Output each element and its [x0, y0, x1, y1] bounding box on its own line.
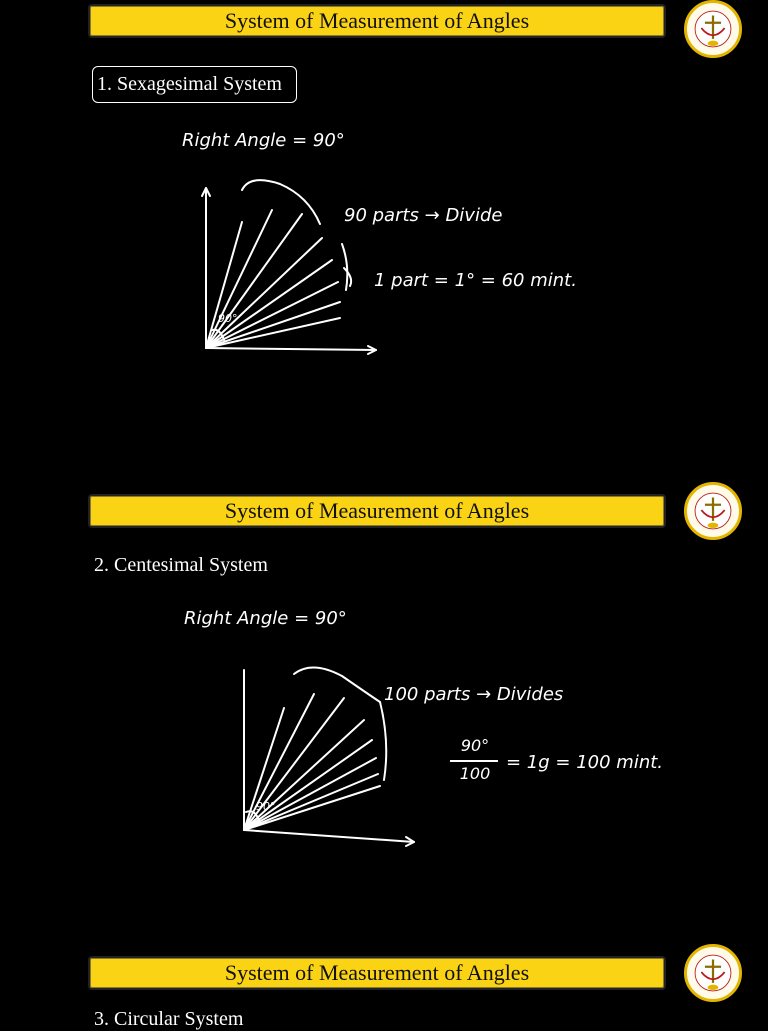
- banner-title: System of Measurement of Angles: [224, 960, 530, 985]
- handwritten-note: 90 parts → Divide: [344, 205, 503, 226]
- fraction-denominator: 100: [459, 764, 491, 783]
- section-heading-text: 3. Circular System: [94, 1008, 244, 1030]
- arc-brace: [242, 180, 320, 224]
- section-banner: [88, 494, 666, 528]
- handwritten-note: 100 parts → Divides: [384, 684, 564, 705]
- logo-emblem-icon: [687, 3, 739, 55]
- arc-brace: [380, 702, 386, 780]
- brand-logo: [684, 0, 742, 58]
- banner-title: System of Measurement of Angles: [224, 8, 530, 33]
- fraction-numerator: 90°: [460, 736, 490, 755]
- handwritten-note: = 1g = 100 mint.: [506, 752, 664, 773]
- ray: [206, 302, 340, 348]
- handwritten-note: Right Angle = 90°: [182, 130, 345, 151]
- logo-emblem-icon: [687, 947, 739, 999]
- ray: [206, 214, 302, 348]
- section-banner: [88, 956, 666, 990]
- angle-label: 90°: [218, 312, 238, 325]
- handwritten-note: 1 part = 1° = 60 mint.: [374, 270, 577, 291]
- section-heading-text: 2. Centesimal System: [94, 554, 268, 576]
- arc-brace: [294, 667, 380, 702]
- section-heading-text: 1. Sexagesimal System: [97, 73, 282, 95]
- ray: [206, 238, 322, 348]
- section-heading: [92, 66, 297, 103]
- arc-brace: [342, 244, 347, 290]
- banner-title: System of Measurement of Angles: [224, 498, 530, 523]
- brand-logo: [684, 944, 742, 1002]
- logo-emblem-icon: [687, 485, 739, 537]
- brand-logo: [684, 482, 742, 540]
- section-heading: [94, 1008, 243, 1031]
- handwritten-note: Right Angle = 90°: [184, 608, 347, 629]
- section-banner: [88, 4, 666, 38]
- section-heading: [94, 554, 268, 577]
- x-axis-line: [244, 830, 414, 842]
- ray: [244, 694, 314, 830]
- angle-diagram: [190, 170, 390, 360]
- fraction-bar: [450, 760, 498, 762]
- x-axis-line: [206, 348, 376, 350]
- angle-label: 90°: [256, 800, 276, 813]
